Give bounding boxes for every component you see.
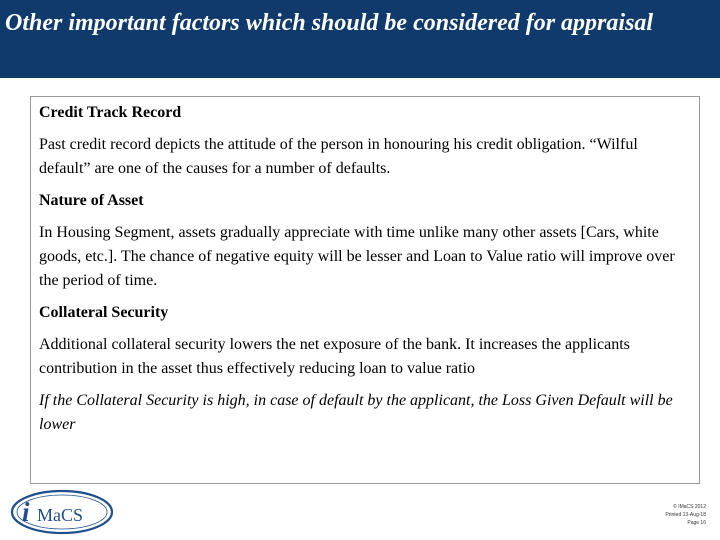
- footer-page-number: Page 16: [687, 520, 706, 526]
- credit-track-record-heading: Credit Track Record: [39, 104, 182, 121]
- footer: [665, 503, 706, 527]
- logo-wordmark: MaCS: [37, 505, 84, 525]
- footer-printed-date: Printed 13-Aug-18: [665, 512, 706, 518]
- logo-letter-i: i: [22, 497, 30, 527]
- nature-of-asset-text: In Housing Segment, assets gradually appreciate with time unlike many other assets [Cars, white goods, etc.]. The chance of negative equity will be lesser and Loan to Value ratio will improve over the period of time.: [39, 224, 675, 289]
- loss-given-default-note: If the Collateral Security is high, in case of default by the applicant, the Loss Given Default will be lower: [39, 392, 673, 433]
- nature-of-asset-heading: Nature of Asset: [39, 192, 144, 209]
- credit-track-record-text: Past credit record depicts the attitude of the person in honouring his credit obligation. “Wilful default” are one of the causes for a number of defaults.: [39, 136, 638, 177]
- footer-copyright: © IMaCS 2012: [673, 504, 706, 510]
- slide-title: Other important factors which should be considered for appraisal: [5, 10, 654, 36]
- collateral-security-heading: Collateral Security: [39, 304, 169, 321]
- content-box: [30, 96, 700, 484]
- collateral-security-text: Additional collateral security lowers the net exposure of the bank. It increases the applicants contribution in the asset thus effectively reducing loan to value ratio: [39, 336, 630, 377]
- imacs-logo: [10, 488, 115, 536]
- title-bar: [0, 0, 720, 78]
